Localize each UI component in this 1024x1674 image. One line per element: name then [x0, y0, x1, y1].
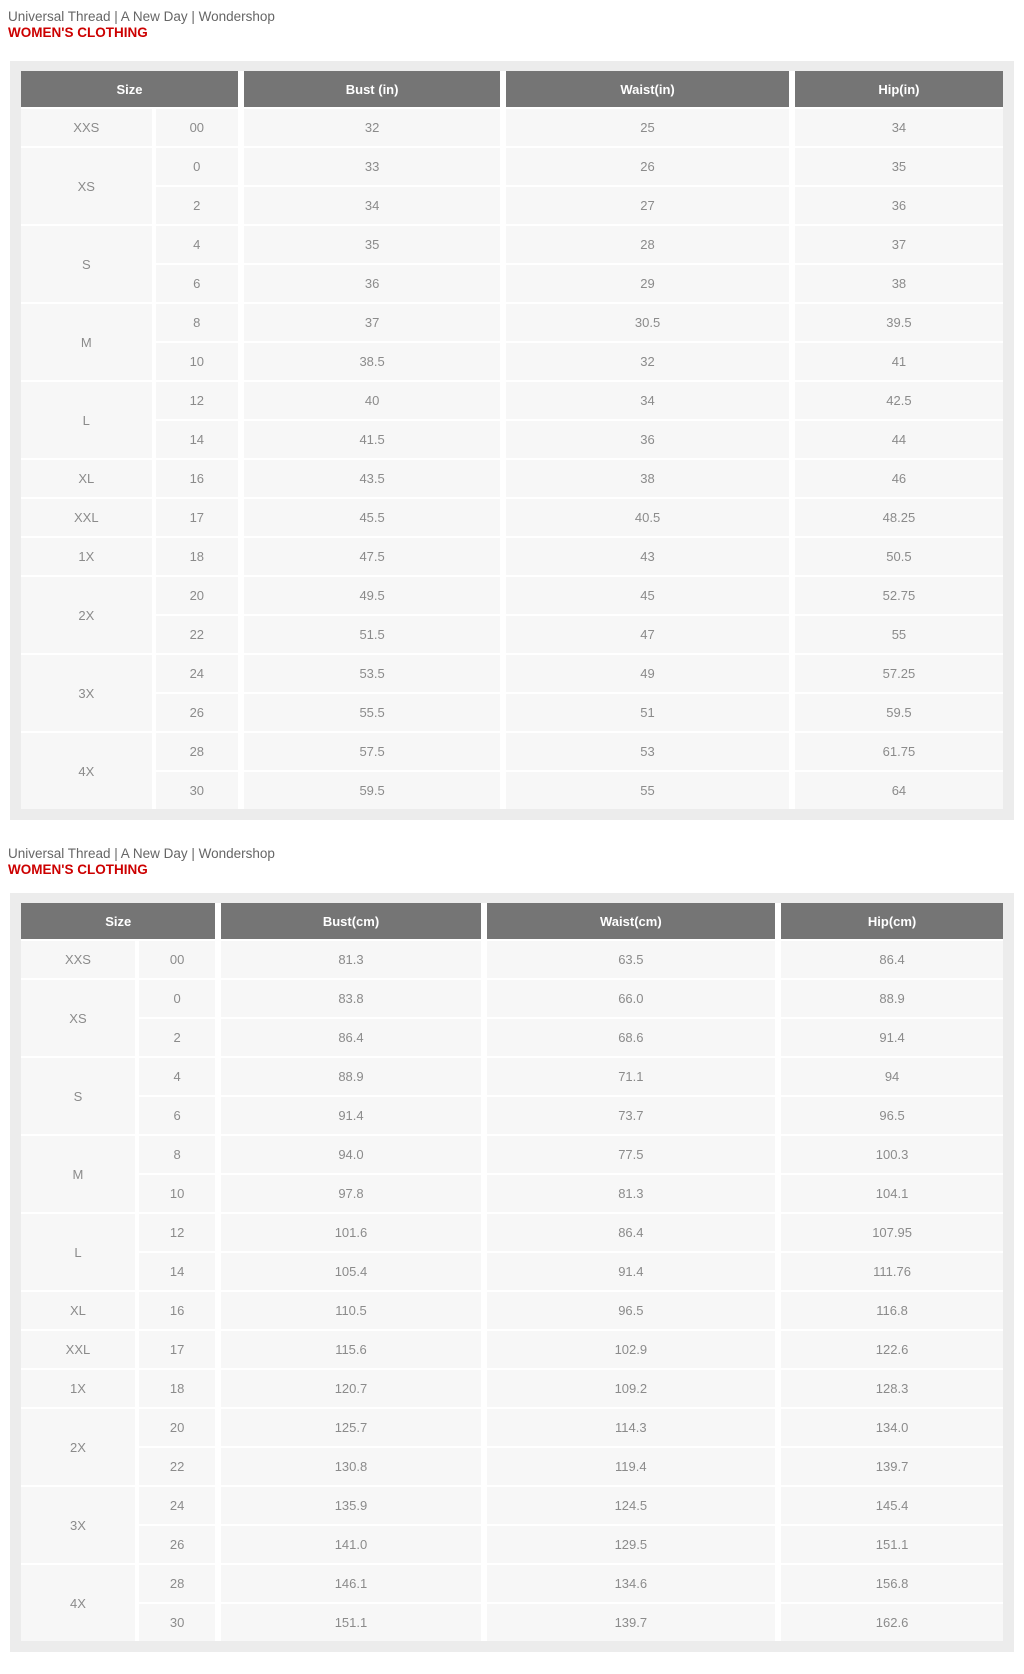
hip-cell: 128.3 [775, 1368, 1003, 1407]
table-row [21, 978, 1003, 1017]
waist-cell: 124.5 [481, 1485, 776, 1524]
hip-cell: 111.76 [775, 1251, 1003, 1290]
size-number-cell: 0 [152, 146, 238, 185]
hip-cell: 96.5 [775, 1095, 1003, 1134]
size-number-cell: 16 [135, 1290, 216, 1329]
bust-cell: 57.5 [238, 731, 500, 770]
table-row [21, 1056, 1003, 1095]
size-number-cell: 2 [152, 185, 238, 224]
size-number-cell: 10 [135, 1173, 216, 1212]
table-row [21, 1524, 1003, 1563]
size-chart-table-cm [21, 903, 1003, 1641]
table-row [21, 614, 1003, 653]
size-chart-panel-cm [10, 893, 1014, 1652]
bust-cell: 135.9 [215, 1485, 480, 1524]
table-row [21, 458, 1003, 497]
hip-cell: 34 [789, 107, 1003, 146]
size-number-cell: 12 [135, 1212, 216, 1251]
waist-cell: 81.3 [481, 1173, 776, 1212]
waist-cell: 51 [500, 692, 789, 731]
table-row [21, 146, 1003, 185]
size-group-label: M [21, 302, 152, 380]
size-group-label: 4X [21, 1563, 135, 1641]
hip-cell: 139.7 [775, 1446, 1003, 1485]
table-row [21, 653, 1003, 692]
bust-cell: 86.4 [215, 1017, 480, 1056]
size-number-cell: 0 [135, 978, 216, 1017]
hip-cell: 52.75 [789, 575, 1003, 614]
size-number-cell: 28 [152, 731, 238, 770]
waist-cell: 77.5 [481, 1134, 776, 1173]
size-number-cell: 30 [135, 1602, 216, 1641]
waist-cell: 49 [500, 653, 789, 692]
size-number-cell: 22 [152, 614, 238, 653]
bust-cell: 120.7 [215, 1368, 480, 1407]
hip-cell: 91.4 [775, 1017, 1003, 1056]
table-row [21, 1368, 1003, 1407]
waist-cell: 32 [500, 341, 789, 380]
size-group-label: M [21, 1134, 135, 1212]
size-group-label: XXL [21, 497, 152, 536]
hip-cell: 86.4 [775, 939, 1003, 978]
size-group-label: XL [21, 458, 152, 497]
bust-cell: 130.8 [215, 1446, 480, 1485]
size-number-cell: 28 [135, 1563, 216, 1602]
table-row [21, 107, 1003, 146]
waist-cell: 119.4 [481, 1446, 776, 1485]
waist-cell: 129.5 [481, 1524, 776, 1563]
size-group-label: S [21, 224, 152, 302]
table-row [21, 939, 1003, 978]
size-group-label: 4X [21, 731, 152, 809]
size-number-cell: 6 [135, 1095, 216, 1134]
bust-cell: 33 [238, 146, 500, 185]
size-group-label: L [21, 380, 152, 458]
size-number-cell: 26 [135, 1524, 216, 1563]
size-number-cell: 4 [135, 1056, 216, 1095]
waist-cell: 38 [500, 458, 789, 497]
column-header-waist: Waist(in) [500, 71, 789, 107]
waist-cell: 45 [500, 575, 789, 614]
waist-cell: 86.4 [481, 1212, 776, 1251]
size-number-cell: 2 [135, 1017, 216, 1056]
table-row [21, 497, 1003, 536]
waist-cell: 55 [500, 770, 789, 809]
size-number-cell: 18 [135, 1368, 216, 1407]
hip-cell: 162.6 [775, 1602, 1003, 1641]
waist-cell: 27 [500, 185, 789, 224]
size-group-label: XXL [21, 1329, 135, 1368]
size-group-label: 3X [21, 653, 152, 731]
hip-cell: 38 [789, 263, 1003, 302]
hip-cell: 46 [789, 458, 1003, 497]
page-title: WOMEN'S CLOTHING [8, 862, 148, 877]
bust-cell: 51.5 [238, 614, 500, 653]
size-chart-panel-inches [10, 61, 1014, 820]
size-group-label: XS [21, 978, 135, 1056]
bust-cell: 47.5 [238, 536, 500, 575]
hip-cell: 107.95 [775, 1212, 1003, 1251]
table-row [21, 341, 1003, 380]
size-group-label: 2X [21, 1407, 135, 1485]
bust-cell: 97.8 [215, 1173, 480, 1212]
hip-cell: 41 [789, 341, 1003, 380]
waist-cell: 36 [500, 419, 789, 458]
column-header-hip: Hip(cm) [775, 903, 1003, 939]
size-number-cell: 24 [135, 1485, 216, 1524]
waist-cell: 63.5 [481, 939, 776, 978]
size-group-label: XXS [21, 939, 135, 978]
column-header-bust: Bust(cm) [215, 903, 480, 939]
table-row [21, 1485, 1003, 1524]
table-row [21, 1212, 1003, 1251]
bust-cell: 41.5 [238, 419, 500, 458]
hip-cell: 35 [789, 146, 1003, 185]
table-row [21, 419, 1003, 458]
bust-cell: 141.0 [215, 1524, 480, 1563]
waist-cell: 26 [500, 146, 789, 185]
hip-cell: 57.25 [789, 653, 1003, 692]
hip-cell: 94 [775, 1056, 1003, 1095]
hip-cell: 44 [789, 419, 1003, 458]
bust-cell: 59.5 [238, 770, 500, 809]
waist-cell: 96.5 [481, 1290, 776, 1329]
size-number-cell: 14 [152, 419, 238, 458]
bust-cell: 83.8 [215, 978, 480, 1017]
size-number-cell: 4 [152, 224, 238, 263]
hip-cell: 39.5 [789, 302, 1003, 341]
waist-cell: 114.3 [481, 1407, 776, 1446]
table-row [21, 224, 1003, 263]
waist-cell: 40.5 [500, 497, 789, 536]
hip-cell: 104.1 [775, 1173, 1003, 1212]
table-row [21, 1173, 1003, 1212]
size-chart-table-inches [21, 71, 1003, 809]
size-number-cell: 20 [135, 1407, 216, 1446]
waist-cell: 102.9 [481, 1329, 776, 1368]
size-group-label: 2X [21, 575, 152, 653]
size-number-cell: 30 [152, 770, 238, 809]
bust-cell: 91.4 [215, 1095, 480, 1134]
bust-cell: 146.1 [215, 1563, 480, 1602]
page-title: WOMEN'S CLOTHING [8, 25, 148, 40]
hip-cell: 59.5 [789, 692, 1003, 731]
waist-cell: 91.4 [481, 1251, 776, 1290]
bust-cell: 37 [238, 302, 500, 341]
table-row [21, 380, 1003, 419]
column-header-size: Size [21, 903, 215, 939]
table-row [21, 575, 1003, 614]
hip-cell: 88.9 [775, 978, 1003, 1017]
waist-cell: 71.1 [481, 1056, 776, 1095]
bust-cell: 35 [238, 224, 500, 263]
hip-cell: 42.5 [789, 380, 1003, 419]
bust-cell: 151.1 [215, 1602, 480, 1641]
table-row [21, 1251, 1003, 1290]
table-row [21, 1407, 1003, 1446]
table-row [21, 1446, 1003, 1485]
bust-cell: 101.6 [215, 1212, 480, 1251]
hip-cell: 134.0 [775, 1407, 1003, 1446]
hip-cell: 37 [789, 224, 1003, 263]
size-group-label: 1X [21, 1368, 135, 1407]
table-row [21, 1095, 1003, 1134]
table-row [21, 302, 1003, 341]
size-number-cell: 16 [152, 458, 238, 497]
hip-cell: 145.4 [775, 1485, 1003, 1524]
table-row [21, 1602, 1003, 1641]
hip-cell: 50.5 [789, 536, 1003, 575]
column-header-bust: Bust (in) [238, 71, 500, 107]
table-row [21, 692, 1003, 731]
table-row [21, 1134, 1003, 1173]
table-row [21, 1563, 1003, 1602]
column-header-size: Size [21, 71, 238, 107]
waist-cell: 66.0 [481, 978, 776, 1017]
hip-cell: 61.75 [789, 731, 1003, 770]
bust-cell: 88.9 [215, 1056, 480, 1095]
waist-cell: 53 [500, 731, 789, 770]
table-row [21, 1290, 1003, 1329]
size-number-cell: 17 [135, 1329, 216, 1368]
size-number-cell: 00 [135, 939, 216, 978]
waist-cell: 25 [500, 107, 789, 146]
table-header-row [21, 71, 1003, 107]
waist-cell: 109.2 [481, 1368, 776, 1407]
hip-cell: 100.3 [775, 1134, 1003, 1173]
size-number-cell: 22 [135, 1446, 216, 1485]
waist-cell: 43 [500, 536, 789, 575]
table-row [21, 536, 1003, 575]
waist-cell: 47 [500, 614, 789, 653]
hip-cell: 36 [789, 185, 1003, 224]
column-header-waist: Waist(cm) [481, 903, 776, 939]
brand-line: Universal Thread | A New Day | Wondershop [8, 846, 275, 861]
table-row [21, 1017, 1003, 1056]
size-group-label: XS [21, 146, 152, 224]
size-number-cell: 18 [152, 536, 238, 575]
bust-cell: 36 [238, 263, 500, 302]
size-chart-section-cm [0, 820, 1024, 1652]
waist-cell: 34 [500, 380, 789, 419]
bust-cell: 43.5 [238, 458, 500, 497]
size-number-cell: 24 [152, 653, 238, 692]
size-group-label: XL [21, 1290, 135, 1329]
hip-cell: 122.6 [775, 1329, 1003, 1368]
bust-cell: 38.5 [238, 341, 500, 380]
size-number-cell: 10 [152, 341, 238, 380]
size-number-cell: 00 [152, 107, 238, 146]
bust-cell: 53.5 [238, 653, 500, 692]
waist-cell: 73.7 [481, 1095, 776, 1134]
waist-cell: 134.6 [481, 1563, 776, 1602]
size-number-cell: 20 [152, 575, 238, 614]
waist-cell: 29 [500, 263, 789, 302]
table-row [21, 1329, 1003, 1368]
bust-cell: 94.0 [215, 1134, 480, 1173]
table-row [21, 770, 1003, 809]
bust-cell: 125.7 [215, 1407, 480, 1446]
hip-cell: 55 [789, 614, 1003, 653]
waist-cell: 68.6 [481, 1017, 776, 1056]
size-chart-section-inches [0, 0, 1024, 820]
hip-cell: 151.1 [775, 1524, 1003, 1563]
bust-cell: 55.5 [238, 692, 500, 731]
hip-cell: 156.8 [775, 1563, 1003, 1602]
bust-cell: 45.5 [238, 497, 500, 536]
size-number-cell: 14 [135, 1251, 216, 1290]
size-group-label: 1X [21, 536, 152, 575]
bust-cell: 115.6 [215, 1329, 480, 1368]
size-group-label: L [21, 1212, 135, 1290]
brand-line: Universal Thread | A New Day | Wondershop [8, 9, 275, 24]
waist-cell: 30.5 [500, 302, 789, 341]
waist-cell: 28 [500, 224, 789, 263]
chart-intro [8, 0, 1024, 40]
bust-cell: 49.5 [238, 575, 500, 614]
size-number-cell: 26 [152, 692, 238, 731]
bust-cell: 32 [238, 107, 500, 146]
size-group-label: XXS [21, 107, 152, 146]
bust-cell: 110.5 [215, 1290, 480, 1329]
column-header-hip: Hip(in) [789, 71, 1003, 107]
table-row [21, 185, 1003, 224]
size-number-cell: 6 [152, 263, 238, 302]
size-number-cell: 12 [152, 380, 238, 419]
bust-cell: 40 [238, 380, 500, 419]
bust-cell: 81.3 [215, 939, 480, 978]
hip-cell: 64 [789, 770, 1003, 809]
hip-cell: 116.8 [775, 1290, 1003, 1329]
size-group-label: 3X [21, 1485, 135, 1563]
waist-cell: 139.7 [481, 1602, 776, 1641]
table-header-row [21, 903, 1003, 939]
table-row [21, 263, 1003, 302]
size-group-label: S [21, 1056, 135, 1134]
size-number-cell: 17 [152, 497, 238, 536]
bust-cell: 34 [238, 185, 500, 224]
bust-cell: 105.4 [215, 1251, 480, 1290]
size-number-cell: 8 [152, 302, 238, 341]
table-row [21, 731, 1003, 770]
size-number-cell: 8 [135, 1134, 216, 1173]
chart-intro [8, 820, 1024, 877]
hip-cell: 48.25 [789, 497, 1003, 536]
